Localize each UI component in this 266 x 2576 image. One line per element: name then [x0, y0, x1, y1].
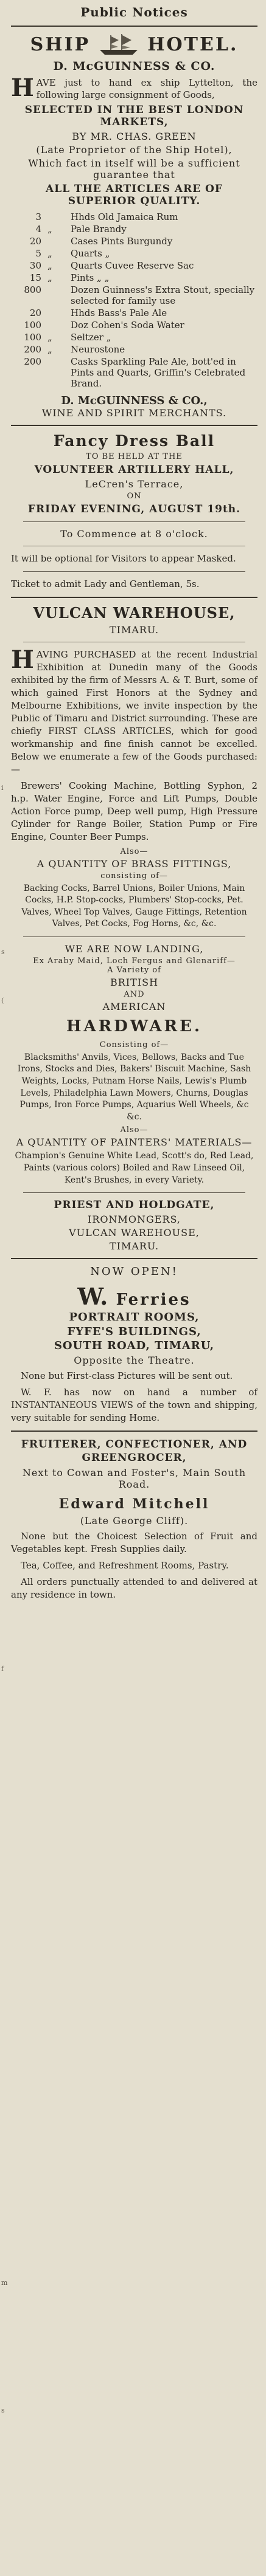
- refreshment-note: Tea, Coffee, and Refreshment Rooms, Pastry.: [21, 1559, 229, 1571]
- stock-quantity: 20: [29, 235, 41, 247]
- by-line: BY MR. CHAS. GREEN: [72, 130, 197, 142]
- margin-mark: m: [1, 2279, 8, 2287]
- consisting-line: Consisting of—: [99, 1040, 169, 1049]
- stock-quantity: 800: [24, 284, 41, 295]
- ferries-quality-note: None but First-class Pictures will be sent out.: [21, 1370, 233, 1382]
- mitchell-fruiterer-ad: [11, 1438, 257, 1601]
- variety-line: A Variety of: [107, 965, 161, 975]
- stock-item: Dozen Guinness's Extra Stout, specially selected for family use: [71, 284, 255, 306]
- stock-quantity: 5: [35, 247, 41, 259]
- proprietor-predecessor: (Late George Cliff).: [80, 1514, 189, 1527]
- hardware-list: Blacksmiths' Anvils, Vices, Bellows, Backs and Tue Irons, Stocks and Dies, Bakers' Biscuit Machine, Sash Weights, Locks, Putnam Horse Nails, Lewis's Plumb Levels, Philadelphia Lawn Mowers, Churns, Douglas Pumps, Iron Force Pumps, Aquarius Well Wheels, &c &c.: [17, 1052, 251, 1122]
- divider: [23, 571, 245, 572]
- paints-heading: A QUANTITY OF PAINTERS' MATERIALS—: [16, 1136, 253, 1149]
- divider: [11, 26, 257, 27]
- studio-address: SOUTH ROAD, TIMARU,: [54, 1339, 215, 1352]
- vulcan-signature-trade: IRONMONGERS,: [88, 1214, 181, 1226]
- on-line: ON: [127, 491, 142, 501]
- stock-ditto: [46, 235, 69, 247]
- studio-landmark: Opposite the Theatre.: [74, 1355, 195, 1367]
- brass-heading: A QUANTITY OF BRASS FITTINGS,: [37, 857, 232, 870]
- vulcan-intro-text: AVING PURCHASED at the recent Industrial Exhibition at Dunedin many of the Goods exhibited by the firm of Messrs A. & T. Burt, some of which gained First Honors at the Sydney and Melbourne Exhibitions, we invite inspection by the Public of Timaru and District surrounding. These are chiefly FIRST CLASS ARTICLES, which for good workmanship and fine finish cannot be excelled. Below we enumerate a few of the Goods purchased:—: [11, 648, 257, 775]
- photographer-initial: W.: [77, 1283, 108, 1311]
- divider: [23, 1192, 245, 1193]
- stock-ditto: „: [47, 223, 52, 235]
- stock-quantity: 15: [29, 272, 41, 283]
- stock-row: [11, 319, 257, 331]
- ball-title: Fancy Dress Ball: [53, 431, 215, 450]
- margin-mark: s: [1, 948, 5, 956]
- stock-quantity: 20: [29, 307, 41, 318]
- margin-mark: f: [1, 1665, 4, 1673]
- hardware-heading: HARDWARE.: [66, 1017, 203, 1036]
- proprietor-last-name: Mitchell: [132, 1496, 210, 1512]
- ferries-portrait-ad: [11, 1265, 257, 1424]
- stock-item: Pints „ „: [71, 272, 110, 283]
- stock-quantity: 100: [24, 331, 41, 343]
- signature-subtitle: WINE AND SPIRIT MERCHANTS.: [41, 407, 227, 419]
- vulcan-signature: PRIEST AND HOLDGATE,: [54, 1199, 215, 1212]
- stock-quantity: 200: [24, 343, 41, 355]
- vulcan-intro: [11, 645, 257, 776]
- stock-quantity: 3: [35, 211, 41, 222]
- drop-cap: H: [11, 74, 34, 102]
- fancy-dress-ball-ad: [11, 432, 257, 591]
- stock-item: Hhds Bass's Pale Ale: [71, 307, 167, 318]
- stock-item: Hhds Old Jamaica Rum: [71, 211, 178, 222]
- british-line: BRITISH: [110, 976, 159, 988]
- stock-quantity: 30: [29, 259, 41, 271]
- stock-quantity: 200: [24, 355, 41, 367]
- intro-paragraph: [11, 74, 257, 102]
- ticket-price: Ticket to admit Lady and Gentleman, 5s.: [11, 578, 200, 589]
- start-time: To Commence at 8 o'clock.: [60, 527, 208, 540]
- stock-item: Quarts „: [71, 247, 110, 259]
- late-line: (Late Proprietor of the Ship Hotel),: [36, 143, 233, 156]
- machinery-list: Brewers' Cooking Machine, Bottling Syphon, 2 h.p. Water Engine, Force and Lift Pumps, Double Action Force pump, Deep well pump, High Pressure Cylinder for Range Boiler, Station Pump or Fire Engine, Counter Beer Pumps.: [11, 780, 257, 842]
- event-date: FRIDAY EVENING, AUGUST 19th.: [27, 503, 241, 515]
- stock-row: [11, 343, 257, 355]
- stock-row: [11, 331, 257, 343]
- divider: [11, 597, 257, 598]
- stock-row: [11, 355, 257, 390]
- proprietor-first-name: Edward: [58, 1496, 126, 1512]
- brass-list: Backing Cocks, Barrel Unions, Boiler Unions, Main Cocks, H.P. Stop-cocks, Plumbers' Stop-cocks, Pet. Valves, Wheel Top Valves, Gauge Fittings, Retention Valves, Pet Cocks, Fog Horns, &c, &c.: [21, 883, 247, 929]
- title-right: HOTEL.: [147, 33, 239, 55]
- vulcan-signature-place: VULCAN WAREHOUSE,: [69, 1227, 200, 1239]
- american-line: AMERICAN: [102, 1000, 166, 1012]
- proprietor-name: [11, 1492, 257, 1513]
- stock-row: [11, 307, 257, 319]
- vulcan-title: VULCAN WAREHOUSE,: [33, 603, 236, 622]
- stock-quantity: 100: [24, 319, 41, 331]
- divider: [11, 1431, 257, 1432]
- stock-item: Pale Brandy: [71, 223, 127, 235]
- stock-ditto: „: [47, 272, 52, 283]
- quality-line: ALL THE ARTICLES ARE OF SUPERIOR QUALITY.: [46, 182, 223, 207]
- stock-item: Quarts Cuvee Reserve Sac: [71, 259, 194, 271]
- stock-ditto: [46, 355, 69, 390]
- stock-ditto: [46, 319, 69, 331]
- studio-building: FYFE'S BUILDINGS,: [67, 1325, 201, 1338]
- street: LeCren's Terrace,: [85, 478, 184, 490]
- vulcan-warehouse-ad: [11, 604, 257, 1252]
- stock-row: [11, 211, 257, 223]
- stock-item: Casks Sparkling Pale Ale, bott'ed in Pints and Quarts, Griffin's Celebrated Brand.: [71, 355, 246, 389]
- now-open-heading: NOW OPEN!: [90, 1265, 178, 1279]
- stock-ditto: „: [47, 259, 52, 271]
- studio-name: PORTRAIT ROOMS,: [69, 1311, 200, 1324]
- also-line: Also—: [120, 847, 149, 856]
- vulcan-town: TIMARU.: [109, 623, 159, 636]
- masked-note: It will be optional for Visitors to appear Masked.: [11, 552, 236, 564]
- divider: [11, 1258, 257, 1259]
- stock-ditto: „: [47, 247, 52, 259]
- ship-icon: [97, 33, 140, 56]
- stock-item: Seltzer „: [71, 331, 111, 343]
- fruiterer-heading: FRUITERER, CONFECTIONER, AND GREENGROCER,: [21, 1438, 248, 1465]
- stock-ditto: [46, 284, 69, 307]
- stock-quantity: 4: [35, 223, 41, 235]
- selected-line: SELECTED IN THE BEST LONDON MARKETS,: [24, 103, 244, 128]
- margin-mark: (: [1, 997, 4, 1005]
- divider: [11, 425, 257, 426]
- ships-line: Ex Araby Maid, Loch Fergus and Glenariff—: [33, 956, 236, 966]
- title-left: SHIP: [30, 33, 91, 55]
- stock-list: [11, 211, 257, 390]
- delivery-note: All orders punctually attended to and delivered at any residence in town.: [11, 1576, 257, 1600]
- also-line: Also—: [120, 1125, 149, 1135]
- stock-ditto: „: [47, 343, 52, 355]
- signature: D. McGUINNESS & CO.,: [61, 394, 208, 407]
- photographer-surname: Ferries: [116, 1291, 191, 1310]
- stock-item: Doz Cohen's Soda Water: [71, 319, 184, 331]
- ship-hotel-ad: [11, 33, 257, 419]
- stock-row: [11, 223, 257, 235]
- stock-row: [11, 247, 257, 259]
- held-line: TO BE HELD AT THE: [86, 452, 183, 461]
- consisting-line: consisting of—: [100, 871, 168, 881]
- stock-row: [11, 259, 257, 272]
- landing-line: WE ARE NOW LANDING,: [65, 943, 204, 955]
- divider: [23, 936, 245, 937]
- margin-mark: i: [1, 784, 4, 792]
- fruit-supply-note: None but the Choicest Selection of Fruit and Vegetables kept. Fresh Supplies daily.: [11, 1530, 257, 1554]
- vulcan-signature-town: TIMARU.: [109, 1240, 159, 1252]
- intro-text: AVE just to hand ex ship Lyttelton, the following large consignment of Goods,: [36, 77, 257, 101]
- stock-ditto: [46, 307, 69, 319]
- stock-ditto: [46, 211, 69, 223]
- paints-list: Champion's Genuine White Lead, Scott's do, Red Lead, Paints (various colors) Boiled and Raw Linseed Oil, Kent's Brushes, in every Variety.: [15, 1151, 254, 1185]
- stock-row: [11, 284, 257, 307]
- which-line: Which fact in itself will be a sufficient guarantee that: [28, 157, 240, 180]
- photographer-name: [11, 1283, 257, 1310]
- divider: [23, 521, 245, 522]
- drop-cap: H: [11, 645, 34, 674]
- and-line: AND: [124, 989, 145, 999]
- fruiterer-address: Next to Cowan and Foster's, Main South Road.: [22, 1466, 247, 1490]
- ferries-views-note: W. F. has now on hand a number of INSTANTANEOUS VIEWS of the town and shipping, very suitable for sending Home.: [11, 1387, 257, 1424]
- stock-item: Neurostone: [71, 343, 125, 355]
- stock-row: [11, 272, 257, 284]
- stock-item: Cases Pints Burgundy: [71, 235, 173, 247]
- stock-row: [11, 235, 257, 247]
- ship-hotel-title: [11, 33, 257, 56]
- section-header: Public Notices: [80, 5, 188, 19]
- stock-ditto: „: [47, 331, 52, 343]
- firm-name: D. McGUINNESS & CO.: [53, 60, 215, 73]
- venue: VOLUNTEER ARTILLERY HALL,: [34, 463, 234, 476]
- margin-mark: s: [1, 2406, 5, 2414]
